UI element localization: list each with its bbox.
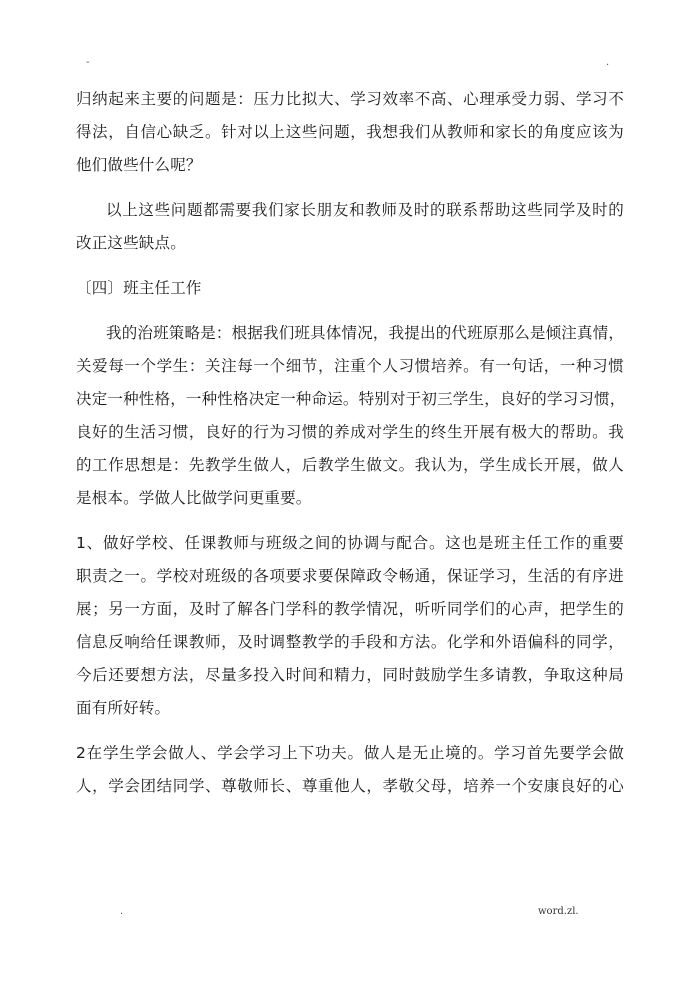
text-line: 2在学生学会做人、学会学习上下功夫。做人是无止境的。学习首先要学会做: [76, 744, 624, 762]
text-line: 信息反响给任课教师，及时调整教学的手段和方法。化学和外语偏科的同学，: [76, 633, 624, 651]
text-line: 1、做好学校、任课教师与班级之间的协调与配合。这也是班主任工作的重要: [76, 534, 624, 552]
text-line: 得法，自信心缺乏。针对以上这些问题，我想我们从教师和家长的角度应该为: [76, 123, 624, 141]
footer-watermark-text: word.zl.: [538, 906, 579, 917]
text-line: 职责之一。学校对班级的各项要求要保障政令畅通，保证学习，生活的有序进: [76, 567, 624, 585]
text-line: 今后还要想方法，尽量多投入时间和精力，同时鼓励学生多请教，争取这种局: [76, 666, 624, 684]
footer-left-mark: .: [120, 906, 124, 917]
text-line: 面有所好转。: [76, 699, 171, 717]
paragraph-strategy: [76, 317, 624, 515]
text-line: 良好的生活习惯，良好的行为习惯的养成对学生的终生开展有极大的帮助。我: [76, 423, 624, 441]
text-line: 归纳起来主要的问题是：压力比拟大、学习效率不高、心理承受力弱、学习不: [76, 90, 624, 108]
header-right-mark: .: [606, 57, 610, 68]
text-line: 改正这些缺点。: [76, 234, 186, 252]
paragraph-problems: [76, 83, 624, 182]
section-title: 〔四〕班主任工作: [76, 279, 202, 297]
header-left-mark: -: [86, 57, 90, 68]
text-line: 的工作思想是：先教学生做人，后教学生做文。我认为，学生成长开展，做人: [76, 456, 624, 474]
paragraph-item-2: [76, 737, 624, 803]
text-line: 关爱每一个学生：关注每一个细节，注重个人习惯培养。有一句话，一种习惯: [76, 357, 624, 375]
text-line: 他们做些什么呢？: [76, 156, 202, 174]
text-line: 是根本。学做人比做学问更重要。: [76, 489, 312, 507]
text-line: 以上这些问题都需要我们家长朋友和教师及时的联系帮助这些同学及时的: [106, 201, 624, 219]
section-heading: [76, 272, 624, 305]
paragraph-help: [76, 194, 624, 260]
paragraph-item-1: [76, 527, 624, 725]
text-line: 人，学会团结同学、尊敬师长、尊重他人，孝敬父母，培养一个安康良好的心: [76, 777, 624, 795]
document-body: [76, 83, 624, 803]
text-line: 决定一种性格，一种性格决定一种命运。特别对于初三学生，良好的学习习惯，: [76, 390, 626, 408]
text-line: 展；另一方面，及时了解各门学科的教学情况，听听同学们的心声，把学生的: [76, 600, 624, 618]
text-line: 我的治班策略是：根据我们班具体情况，我提出的代班原那么是倾注真情，: [106, 324, 625, 342]
